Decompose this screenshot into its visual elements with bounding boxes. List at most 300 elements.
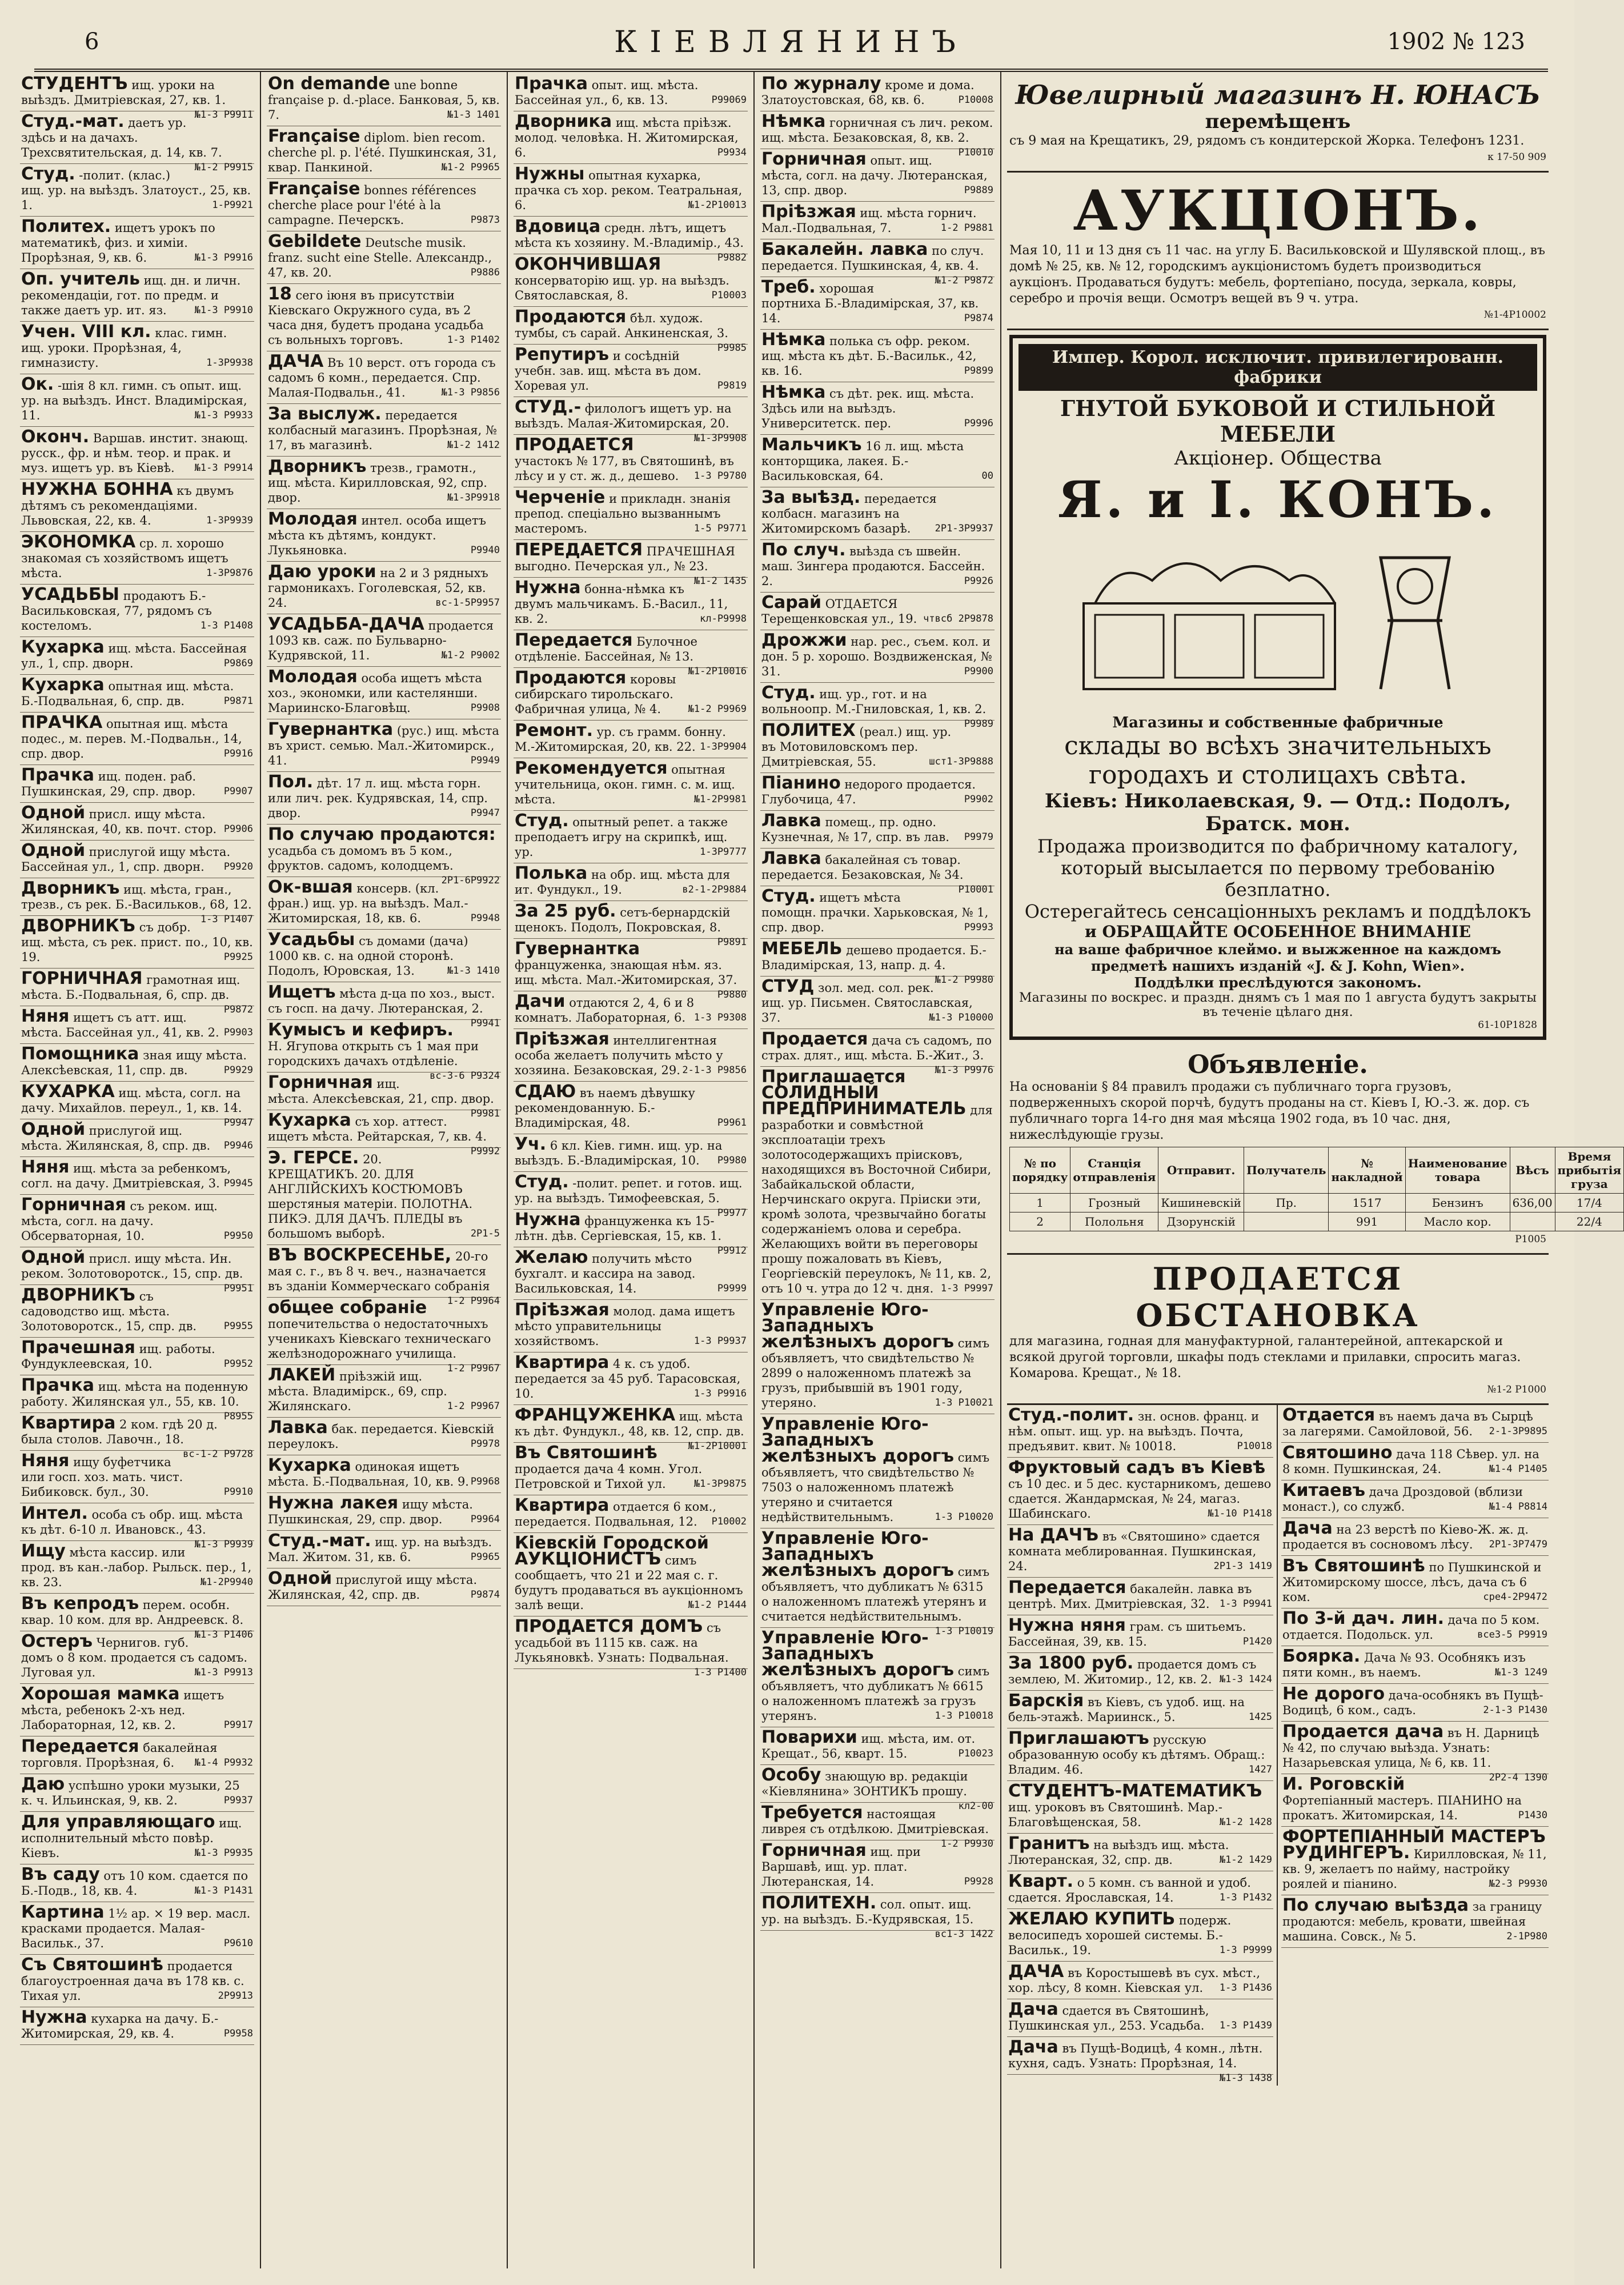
- furnsale-text: для магазина, годная для мануфактурной, галантерейной, аптекарской и всякой другой торговли, шкафы подъ стеклами и прилавки, спросить магаз. Комарова. Крещат., № 18.: [1009, 1334, 1521, 1380]
- ad-code: 1-3 Р9997: [940, 1283, 993, 1294]
- ad-lead: Лавка: [761, 849, 821, 869]
- table-cell: 2: [1010, 1212, 1070, 1231]
- ad-lead: ДАЧА: [268, 351, 324, 371]
- ad-code: №1-3 Р9933: [194, 410, 253, 421]
- ad-text: симъ объявляетъ, что свидѣтельство № 7503 о наложенномъ платежѣ утеряно и считается недѣйствительнымъ.: [761, 1451, 990, 1524]
- table-cell: 17/4: [1555, 1194, 1624, 1212]
- table-cell: 636,00: [1510, 1194, 1555, 1212]
- ad-lead: Ремонт.: [515, 721, 593, 741]
- ad-code: 1-3Р9777: [700, 846, 747, 858]
- ad-code: Р9981: [470, 1108, 500, 1119]
- ad-text: симъ объявляетъ, что дубликатъ № 6315 о наложенномъ платежѣ утерянъ и считается недѣйствительнымъ.: [761, 1565, 990, 1623]
- classified-ad: [1007, 1962, 1273, 1999]
- ad-code: 1-3Р9939: [206, 515, 253, 526]
- ad-text: присл. ищу мѣста. Ин. реком. Золотоворотск., 15, спр. дв.: [21, 1252, 243, 1280]
- kohn-firm: Я. и І. КОНЪ.: [1058, 470, 1498, 529]
- ad-lead: Дача: [1282, 1518, 1333, 1538]
- ad-code: №1-3 Р9910: [194, 305, 253, 316]
- ad-text: ищ. ур., гот. и на вольноопр. М.-Гниловская, 1, кв. 2.: [761, 687, 987, 716]
- classified-ad: [20, 1285, 254, 1338]
- jeweler-sub: перемѣщенъ: [1205, 110, 1351, 133]
- classified-ad: [514, 164, 748, 217]
- ad-code: 1-3 Р1436: [1219, 1982, 1272, 1994]
- table-header-cell: Время прибытія груза: [1555, 1147, 1624, 1194]
- ad-code: №1-3Р9908: [693, 433, 747, 444]
- ad-text: дешево продается. Б.-Владимірская, 13, напр. д. 4.: [761, 943, 987, 972]
- jeweler-ad: [1007, 74, 1549, 173]
- ad-lead: СТУД: [761, 977, 815, 997]
- table-header-cell: № накладной: [1329, 1147, 1405, 1194]
- classified-ad: [760, 849, 995, 895]
- classified-ad: [1007, 1834, 1273, 1871]
- ad-text: ищ. мѣста, согл. на дачу. Михайлов. переул., 1, кв. 14.: [21, 1086, 242, 1115]
- classified-ad: [20, 1812, 254, 1864]
- ad-lead: ПОЛИТЕХ: [761, 721, 856, 741]
- ad-lead: Горничная: [761, 1840, 867, 1860]
- ad-lead: За 25 руб.: [515, 901, 616, 921]
- ad-code: 1427: [1249, 1764, 1272, 1775]
- ad-text: прислугой ищ. мѣста. Жилянская, 8, спр. дв.: [21, 1124, 211, 1152]
- ad-text: кухарка на дачу. Б.-Житомирская, 29, кв. 4.: [21, 2012, 219, 2040]
- ad-code: №1-2Р10016: [688, 666, 747, 677]
- ad-lead: Прачка: [515, 74, 588, 94]
- ad-text: бѣл. худож. тумбы, съ сарай. Анкиненская, 3.: [515, 311, 728, 340]
- ad-code: №1-3 Р9976: [935, 1065, 993, 1076]
- classified-ad: [267, 351, 501, 404]
- ad-text: особа съ обр. ищ. мѣста къ дѣт. 6-10 л. Ивановск., 43.: [21, 1508, 243, 1536]
- classified-ad: [760, 111, 995, 158]
- classified-ad: [20, 532, 254, 585]
- classified-ad: [1007, 1871, 1273, 1909]
- ad-text: консерваторію ищ. ур. на выѣздъ. Святославская, 8.: [515, 274, 729, 302]
- ad-lead: Управленіе Юго-Западныхъ желѣзныхъ дорогъ: [761, 1414, 955, 1466]
- ad-text: участокъ № 177, въ Святошинѣ, въ лѣсу и у ст. ж. д., дешево.: [515, 454, 734, 483]
- ad-code: в2-1-2Р9884: [682, 884, 747, 895]
- ad-text: хорошая портниха Б.-Владимірская, 37, кв. 14.: [761, 282, 979, 325]
- ad-text: на 2 и 3 рядныхъ гармоникахъ. Гоголевская, 52, кв. 24.: [268, 566, 488, 610]
- ad-code: 1-2 Р9881: [940, 222, 993, 234]
- classified-ad: [267, 667, 501, 719]
- classified-ad: [514, 863, 748, 901]
- table-cell: 1: [1010, 1194, 1070, 1212]
- ad-code: №1-2 Р9002: [441, 650, 500, 661]
- ad-text: -полит. (клас.) ищ. ур. на выѣздъ. Златоуст., 25, кв. 1.: [21, 169, 251, 212]
- classified-ad: [20, 1338, 254, 1375]
- ad-code: Р10010: [958, 147, 993, 158]
- classified-ad: [1007, 2037, 1273, 2084]
- ad-text: и сосѣдній учебн. зав. ищ. мѣста въ дом. Хоревая ул.: [515, 349, 701, 393]
- ad-code: Р9977: [717, 1207, 747, 1219]
- ad-text: дѣт. 17 л. ищ. мѣста горн. или лич. рек. Кудрявская, 14, спр. двор.: [268, 777, 488, 820]
- ad-lead: 18: [268, 284, 292, 304]
- ad-text: дача Дроздовой (вблизи монаст.), со служб.: [1282, 1485, 1523, 1514]
- classified-ad: [20, 1157, 254, 1195]
- classified-ad: [20, 427, 254, 479]
- classified-ad: [1281, 1684, 1549, 1722]
- table-cell: [1244, 1212, 1329, 1231]
- ad-text: на 23 верстѣ по Кіево-Ж. ж. д. продается въ сосновомъ лѣсу.: [1282, 1523, 1529, 1551]
- classified-ad: [760, 330, 995, 382]
- kohn-shops: Магазины и собственные фабричные: [1112, 714, 1443, 731]
- classified-ad: [760, 773, 995, 811]
- ad-text: передается колбасн. магазинъ на Житомирскомъ базарѣ.: [761, 492, 937, 535]
- table-cell: Грозный: [1070, 1194, 1158, 1212]
- classified-ad: [760, 1414, 995, 1528]
- ad-code: Р9949: [470, 755, 500, 766]
- ad-code: Р9882: [717, 252, 747, 263]
- ad-lead: Пол.: [268, 772, 314, 792]
- ad-code: Р10023: [958, 1748, 993, 1759]
- column-2: [261, 71, 508, 2268]
- classified-ad: [514, 1134, 748, 1172]
- ad-lead: ПРОДАЕТСЯ ДОМЪ: [515, 1616, 703, 1636]
- ad-lead: ЭКОНОМКА: [21, 532, 136, 552]
- ad-lead: Для управляющаго: [21, 1812, 215, 1832]
- ad-text: филологъ ищетъ ур. на выѣздъ. Малая-Житомирская, 20.: [515, 402, 732, 430]
- classified-ad: [514, 307, 748, 354]
- ad-code: №2-3 Р9930: [1489, 1878, 1547, 1890]
- ad-text: отъ 10 ком. сдается по Б.-Подв., 18, кв. 4.: [21, 1869, 248, 1898]
- classified-ad: [267, 1418, 501, 1455]
- ad-text: грамотная ищ. мѣста. Б.-Подвальная, 6, спр. дв.: [21, 973, 240, 1002]
- ad-lead: Одной: [21, 1119, 86, 1139]
- ad-code: Р9899: [964, 365, 993, 377]
- ad-code: №1-3Р9875: [693, 1478, 747, 1490]
- ad-lead: Студ.: [21, 164, 75, 184]
- classified-ad: [1007, 1728, 1273, 1781]
- ad-text: усадьба съ домомъ въ 5 ком., фруктов. садомъ, колодцемъ.: [268, 844, 454, 873]
- ad-lead: Одной: [268, 1568, 332, 1588]
- ad-lead: Въ саду: [21, 1864, 100, 1884]
- ad-text: особа ищетъ мѣста хоз., экономки, или кастелянши. Мариинско-Благовѣщ.: [268, 671, 482, 715]
- ad-code: Р9891: [717, 937, 747, 948]
- masthead: [34, 23, 1548, 72]
- ad-lead: Передается: [21, 1736, 139, 1756]
- classified-ad: [1007, 1578, 1273, 1615]
- ad-code: №1-3 Р9916: [194, 252, 253, 263]
- ad-code: №1-10 Р1418: [1208, 1508, 1272, 1519]
- ad-text: полька съ офр. реком. ищ. мѣста къ дѣт. Б.-Васильк., 42, кв. 16.: [761, 334, 977, 378]
- ad-text: коровы сибирскаго тирольскаго. Фабричная улица, № 4.: [515, 673, 676, 716]
- ad-lead: Квартира: [515, 1495, 609, 1515]
- classified-ad: [267, 719, 501, 772]
- ad-lead: Кіевскій Городской АУКЦІОНИСТЪ: [515, 1533, 709, 1569]
- ad-code: Р1430: [1518, 1810, 1547, 1821]
- ad-code: Р9925: [223, 951, 253, 963]
- ad-text: 16 л. ищ. мѣста конторщика, лакея. Б.-Васильковская, 64.: [761, 439, 964, 483]
- ad-code: кл2-00: [958, 1800, 993, 1812]
- ad-text: съ садоводство ищ. мѣста. Золотоворотск., 15, спр. дв.: [21, 1290, 197, 1333]
- ad-text: ищ. уроковъ въ Святошинѣ. Мар.-Благовѣщенская, 58.: [1008, 1800, 1222, 1829]
- ad-text: опытная ищ. мѣста. Б.-Подвальная, 6, спр. дв.: [21, 679, 234, 708]
- ad-code: №1-3 Р9913: [194, 1667, 253, 1678]
- ad-lead: Барскія: [1008, 1691, 1084, 1711]
- ad-lead: Съ Святошинѣ: [21, 1955, 163, 1975]
- ad-code: Р9978: [470, 1438, 500, 1450]
- ad-lead: Продаются: [515, 307, 627, 327]
- ad-text: Въ 10 верст. отъ города съ садомъ 6 комн., передается. Спр. Малая-Подвальн., 41.: [268, 356, 496, 399]
- ad-code: 2Р2-4 1390: [1489, 1772, 1547, 1783]
- classified-ad: [267, 614, 501, 667]
- classified-ad: [514, 1172, 748, 1219]
- ad-lead: Студ.-мат.: [268, 1531, 371, 1551]
- ad-lead: По журналу: [761, 74, 881, 94]
- kohn-top: Импер. Корол. исключит. привилегированн. фабрики: [1018, 344, 1537, 391]
- classified-ad: [267, 1531, 501, 1568]
- ad-lead: СТУДЕНТЪ: [21, 74, 128, 94]
- ad-lead: ПОЛИТЕХН.: [761, 1893, 877, 1913]
- ad-code: 1-2 Р9930: [940, 1838, 993, 1850]
- kohn-attention: и ОБРАЩАЙТЕ ОСОБЕННОЕ ВНИМАНІЕ: [1084, 922, 1471, 941]
- ad-code: №1-2Р9981: [693, 794, 747, 805]
- ad-code: Р9906: [223, 823, 253, 835]
- ad-text: сдается въ Святошинѣ, Пушкинская ул., 253. Усадьба.: [1008, 2004, 1209, 2032]
- ad-text: ищ. работы. Фундуклеевская, 10.: [21, 1342, 215, 1371]
- classified-ad: [514, 1029, 748, 1082]
- ad-code: 1-3 Р1407: [200, 914, 253, 925]
- ad-text: трезв., грамотн., ищ. мѣста. Кирилловская, 92, спр. двор.: [268, 461, 487, 505]
- cargo-table-body: [1010, 1194, 1624, 1231]
- table-header-cell: Получатель: [1244, 1147, 1329, 1194]
- ad-text: ищ. ур. на выѣздъ. Мал. Житом. 31, кв. 6.: [268, 1535, 492, 1564]
- ad-text: зная ищу мѣста. Алексѣевская, 11, спр. дв.: [21, 1049, 247, 1077]
- ad-code: 1-3 Р9999: [1219, 1944, 1272, 1956]
- ad-lead: общее собраніе: [268, 1298, 427, 1318]
- ad-code: Р9980: [717, 1155, 747, 1166]
- ad-text: ищ. поден. раб. Пушкинская, 29, спр. двор.: [21, 770, 197, 798]
- table-cell: [1510, 1212, 1555, 1231]
- ad-code: Р9880: [717, 989, 747, 1001]
- ad-text: зн. основ. франц. и нѣм. опыт. ищ. ур. на выѣздъ. Почта, предъявит. квит. № 10018.: [1008, 1410, 1260, 1453]
- ad-text: съ хор. аттест. ищетъ мѣста. Рейтарская, 7, кв. 4.: [268, 1115, 487, 1143]
- ad-code: Р9874: [964, 313, 993, 324]
- ad-lead: Кухарка: [268, 1110, 351, 1130]
- ad-text: нар. рес., съем. кол. и дон. 5 р. хорошо. Воздвиженская, № 31.: [761, 635, 992, 678]
- ad-text: даетъ ур. здѣсь и на дачахъ. Трехсвятительская, д. 14, кв. 7.: [21, 116, 222, 159]
- ad-code: Р9910: [223, 1486, 253, 1498]
- ad-lead: На ДАЧЪ: [1008, 1525, 1099, 1545]
- ad-code: вс-3-6 Р9324: [430, 1070, 500, 1082]
- ad-code: Р9965: [470, 1551, 500, 1563]
- ad-code: Р9952: [223, 1358, 253, 1370]
- ad-code: 2-1Р980: [1506, 1931, 1547, 1942]
- cargo-table: [1009, 1147, 1624, 1231]
- ad-code: Р9945: [223, 1178, 253, 1189]
- furnishings-sale-ad: [1007, 1255, 1549, 1405]
- auction-ad: [1007, 173, 1549, 330]
- classified-ad: [20, 878, 254, 925]
- ad-code: Р9951: [223, 1283, 253, 1294]
- ad-code: Р9996: [964, 418, 993, 429]
- ad-text: помещ., пр. одно. Кузнечная, № 17, спр. въ лав.: [761, 815, 949, 844]
- ad-text: Чернигов. губ. домъ о 8 ком. продается съ садомъ. Луговая ул.: [21, 1636, 248, 1679]
- ad-text: отдаются 2, 4, 6 и 8 комнатъ. Лабораторная, 6.: [515, 996, 695, 1025]
- ad-code: Р9874: [470, 1589, 500, 1600]
- ad-code: Р9979: [964, 831, 993, 843]
- ad-text: продается домъ съ землею, М. Житомир., 12, кв. 2.: [1008, 1658, 1257, 1686]
- ad-lead: Прачка: [21, 765, 95, 785]
- ad-code: сре4-2Р9472: [1483, 1591, 1547, 1603]
- ad-code: Р9907: [223, 786, 253, 797]
- ad-lead: Піанино: [761, 773, 841, 793]
- ad-text: бакалейная торговля. Прорѣзная, 6.: [21, 1741, 218, 1770]
- ad-lead: За 1800 руб.: [1008, 1653, 1134, 1673]
- ad-lead: Уч.: [515, 1134, 547, 1154]
- ad-lead: Дворникъ: [21, 878, 120, 898]
- ad-code: №1-2 Р9969: [688, 703, 747, 715]
- ad-code: Р9900: [964, 666, 993, 677]
- ad-lead: УСАДЬБЫ: [21, 585, 119, 605]
- ad-code: 1-3 Р1439: [1219, 2020, 1272, 2031]
- classified-ad: [514, 1533, 748, 1616]
- ad-code: 1-Р9921: [212, 199, 253, 211]
- ad-lead: Святошино: [1282, 1443, 1393, 1463]
- classified-ad: [267, 1110, 501, 1157]
- ad-code: №1-2Р9940: [200, 1576, 253, 1588]
- ad-text: опытная ищ. мѣста подес., м. перев. М.-Подвальн., 14, спр. двор.: [21, 717, 242, 761]
- ad-code: вс-1-2 Р9728: [183, 1448, 253, 1460]
- ad-lead: Ок-вшая: [268, 877, 353, 897]
- ad-code: 1-5 Р9771: [693, 523, 747, 534]
- ad-code: 1-3 Р9941: [1219, 1598, 1272, 1610]
- ad-code: шст1-3Р9888: [929, 756, 993, 767]
- ad-text: ищ. мѣста горнич. Мал.-Подвальная, 7.: [761, 206, 977, 235]
- ad-text: ищетъ мѣста, ребенокъ 2-хъ нед. Лабораторная, 12, кв. 2.: [21, 1688, 224, 1732]
- auction-text: Мая 10, 11 и 13 дня съ 11 час. на углу Б. Васильковской и Шулявской площ., въ домѣ № 25, кв. № 12, городскимъ аукціонистомъ будетъ производиться аукціонъ. Продаваться будутъ: мебель, фортепіано, посуда, зеркала, ковры, серебро и прочія вещи. Осмотръ вещей въ 9 ч. утра.: [1009, 243, 1545, 306]
- ad-lead: ЛАКЕЙ: [268, 1365, 336, 1385]
- ad-lead: Гувернантка: [515, 939, 640, 959]
- ad-text: по Пушкинской и Житомирскому шоссе, лѣсъ, дача съ 6 ком.: [1282, 1560, 1542, 1604]
- classified-ad: [514, 991, 748, 1029]
- classified-ad: [20, 1044, 254, 1082]
- table-header-cell: Отправит.: [1158, 1147, 1244, 1194]
- ad-lead: Даю: [21, 1774, 65, 1794]
- classified-ad: [760, 382, 995, 435]
- ad-code: №1-2Р10001: [688, 1440, 747, 1452]
- ad-text: опыт. ищ. мѣста. Бассейная ул., 6, кв. 13.: [515, 78, 699, 107]
- ad-text: съ домами (дача) 1000 кв. с. на одной сторонѣ. Подолъ, Юровская, 13.: [268, 934, 468, 978]
- auction-code: №1-4Р10002: [1484, 309, 1546, 321]
- classified-ad: [267, 772, 501, 825]
- ad-text: Булочное отдѣленіе. Бассейная, № 13.: [515, 635, 697, 663]
- classified-ad: [1281, 1646, 1549, 1684]
- ad-text: опыт. ищ. мѣста, согл. на дачу. Лютеранская, 13, спр. двор.: [761, 154, 988, 197]
- ad-lead: Мальчикъ: [761, 435, 862, 455]
- ad-lead: Прачешная: [21, 1338, 135, 1358]
- ad-text: прислугой ищу мѣста. Бассейная ул., 1, спр. дворн.: [21, 845, 231, 874]
- classified-ad: [760, 435, 995, 487]
- classified-ad: [514, 721, 748, 758]
- classified-ad: [20, 1503, 254, 1550]
- ad-code: 2Р1-3Р9937: [935, 523, 993, 534]
- classified-ad: [760, 487, 995, 540]
- classified-ad: [514, 1616, 748, 1678]
- classified-ad: [1007, 1615, 1273, 1653]
- bottom-ads: [1007, 1405, 1549, 2086]
- classified-ad: [20, 1594, 254, 1640]
- ad-text: симъ объявляетъ, что свидѣтельство № 2899 о наложенномъ платежѣ за грузъ, прибывшій въ 1901 году, утеряно.: [761, 1336, 990, 1410]
- table-header-cell: Наименование товара: [1405, 1147, 1510, 1194]
- classified-ad: [1281, 1608, 1549, 1646]
- ad-text: получить мѣсто бухгалт. и кассира на завод. Васильковская, 14.: [515, 1252, 696, 1295]
- ad-lead: ДАЧА: [1008, 1962, 1064, 1982]
- ad-code: 1-3 Р10021: [935, 1397, 993, 1408]
- classified-ad: [20, 1864, 254, 1902]
- classified-ad: [267, 404, 501, 457]
- kohn-address: Кіевъ: Николаевская, 9. — Отд.: Подолъ, Братск. мон.: [1044, 790, 1511, 835]
- ad-code: №1-3Р9918: [447, 492, 500, 503]
- ad-text: на обр. ищ. мѣста для ит. Фундукл., 19.: [515, 868, 731, 897]
- classified-ad: [267, 1493, 501, 1531]
- ad-text: дача по 5 ком. отдается. Подольск. ул.: [1282, 1613, 1540, 1642]
- ad-lead: Усадьбы: [268, 930, 355, 950]
- table-cell: Бензинъ: [1405, 1194, 1510, 1212]
- ad-lead: Учен. VIII кл.: [21, 322, 151, 342]
- ad-code: Р9955: [223, 1320, 253, 1332]
- table-row: [1010, 1194, 1624, 1212]
- jeweler-text: съ 9 мая на Крещатикъ, 29, рядомъ съ кондитерской Жорка. Телефонъ 1231.: [1009, 134, 1525, 148]
- ad-code: №1-4 Р9932: [194, 1757, 253, 1768]
- ad-lead: СДАЮ: [515, 1082, 576, 1102]
- classified-ad: [760, 1029, 995, 1076]
- classified-ad: [267, 179, 501, 231]
- classified-ad: [267, 930, 501, 982]
- ad-code: 2-1-3 Р1430: [1483, 1704, 1547, 1716]
- ad-text: перем. особн. квар. 10 ком. для вр. Андреевск. 8.: [21, 1598, 244, 1627]
- ad-lead: По 3-й дач. лин.: [1282, 1608, 1444, 1628]
- classified-ad: [760, 1528, 995, 1637]
- ad-lead: Лавка: [268, 1418, 328, 1438]
- ad-lead: Передается: [1008, 1578, 1126, 1598]
- ad-lead: Дача: [1008, 2037, 1058, 2057]
- ad-lead: Приглашаютъ: [1008, 1728, 1149, 1748]
- column-3: [508, 71, 755, 2268]
- ad-lead: Française: [268, 126, 360, 146]
- ad-lead: Нужна: [21, 2007, 87, 2027]
- ad-lead: Хорошая мамка: [21, 1684, 180, 1704]
- ad-text: продается 1093 кв. саж. по Бульварно-Кудрявской, 11.: [268, 619, 494, 662]
- ad-text: ищ. мѣста къ дѣт. Фундукл., 48, кв. 12, спр. дв.: [515, 1410, 744, 1438]
- ad-lead: По случаю продаются:: [268, 825, 496, 845]
- ad-code: 2Р1-3 1419: [1213, 1560, 1272, 1572]
- ad-text: Deutsche musik. franz. sucht eine Stelle. Александр., 47, кв. 20.: [268, 236, 492, 279]
- ad-lead: Кварт.: [1008, 1871, 1074, 1891]
- ad-code: 1-3 Р9308: [693, 1012, 747, 1023]
- ad-text: въ Кіевъ, съ удоб. ищ. на бель-этажѣ. Мариинск., 5.: [1008, 1695, 1245, 1724]
- classified-ad: [1007, 1691, 1273, 1728]
- ad-code: 1-3 Р1432: [1219, 1892, 1272, 1903]
- ad-text: бак. передается. Кіевскій переулокъ.: [268, 1422, 495, 1451]
- ad-text: подерж. велосипедъ хорошей системы. Б.-Васильк., 19.: [1008, 1914, 1232, 1957]
- ad-text: съ дѣт. рек. ищ. мѣста. Здѣсь или на выѣздъ. Университетск. пер.: [761, 387, 975, 430]
- classified-ad: [20, 479, 254, 532]
- ad-code: 1-3 Р1400: [693, 1667, 747, 1678]
- classified-ad: [1281, 1722, 1549, 1783]
- ad-lead: МЕБЕЛЬ: [761, 939, 843, 959]
- ad-text: продается дача 4 комн. Угол. Петровской и Тихой ул.: [515, 1462, 703, 1491]
- ad-text: ОТДАЕТСЯ Терещенковская ул., 19.: [761, 597, 917, 626]
- ad-code: все3-5 Р9919: [1477, 1629, 1547, 1640]
- ad-code: №1-3 1249: [1494, 1667, 1547, 1678]
- classified-ad: [20, 1902, 254, 1955]
- ad-text: мѣста кассир. или прод. въ кан.-лабор. Рыльск. пер., 1, кв. 23.: [21, 1546, 252, 1589]
- ad-text: Кирилловская, № 11, кв. 9, желаетъ по найму, настройку роялей и піанино.: [1282, 1847, 1547, 1891]
- ad-text: съ добр. ищ. мѣста, съ рек. прист. по., 10, кв. 19.: [21, 921, 253, 964]
- classified-ad: [760, 630, 995, 683]
- ad-code: №1-2 Р9915: [194, 162, 253, 173]
- ad-code: №1-3 1424: [1219, 1674, 1272, 1685]
- table-cell: Полольня: [1070, 1212, 1158, 1231]
